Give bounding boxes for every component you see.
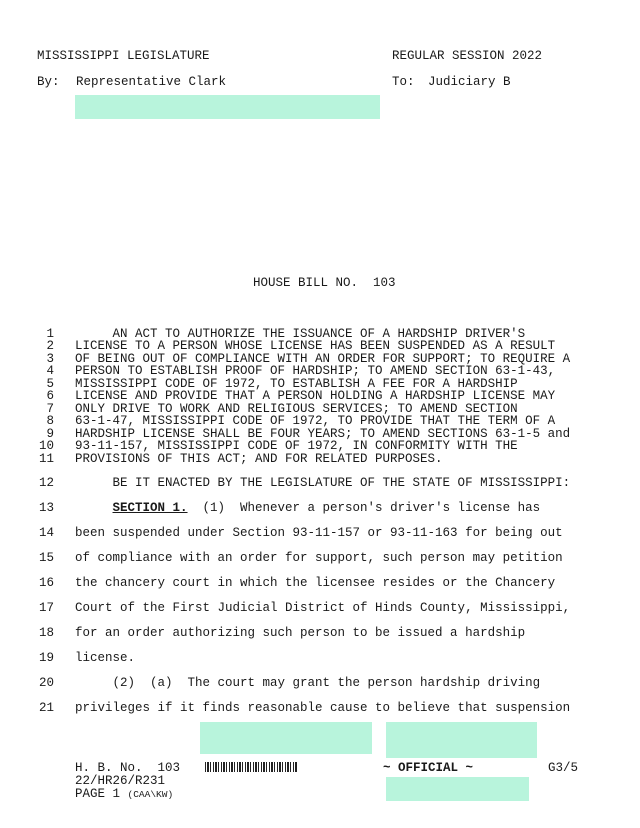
redaction-highlight-top	[75, 95, 380, 119]
line-number: 7	[46, 402, 54, 416]
legislature-name: MISSISSIPPI LEGISLATURE	[37, 49, 210, 63]
line-number: 5	[46, 377, 54, 391]
footer-page	[75, 788, 173, 801]
line-number: 6	[46, 389, 54, 403]
title-line: OF BEING OUT OF COMPLIANCE WITH AN ORDER FOR SUPPORT; TO REQUIRE A	[75, 352, 571, 366]
page-code: (CAA\KW)	[127, 789, 174, 800]
by-label: By:	[37, 75, 60, 89]
body-line: license.	[75, 651, 136, 665]
line-number: 10	[38, 439, 54, 453]
section-text: (1) Whenever a person's driver's license has	[187, 501, 541, 515]
redaction-highlight-footer-left	[200, 722, 372, 754]
section-heading: SECTION 1.	[112, 501, 188, 515]
line-number: 15	[38, 551, 54, 565]
title-line: PROVISIONS OF THIS ACT; AND FOR RELATED PURPOSES.	[75, 452, 443, 466]
body-line: the chancery court in which the licensee resides or the Chancery	[75, 576, 556, 590]
body-line: Court of the First Judicial District of Hinds County, Mississippi,	[75, 601, 571, 615]
line-number: 3	[46, 352, 54, 366]
line-number: 2	[46, 339, 54, 353]
bill-title: HOUSE BILL NO. 103	[253, 276, 396, 290]
line-number: 18	[38, 626, 54, 640]
line-number: 19	[38, 651, 54, 665]
title-line: AN ACT TO AUTHORIZE THE ISSUANCE OF A HARDSHIP DRIVER'S	[75, 327, 526, 341]
session-label: REGULAR SESSION 2022	[392, 49, 543, 63]
page-number: PAGE 1	[75, 787, 121, 801]
footer-code: G3/5	[548, 761, 579, 775]
line-number: 4	[46, 364, 54, 378]
body-line: privileges if it finds reasonable cause to believe that suspension	[75, 701, 571, 715]
title-line: 63-1-47, MISSISSIPPI CODE OF 1972, TO PROVIDE THAT THE TERM OF A	[75, 414, 556, 428]
body-line: of compliance with an order for support, such person may petition	[75, 551, 563, 565]
body-line: been suspended under Section 93-11-157 or 93-11-163 for being out	[75, 526, 563, 540]
line-number: 8	[46, 414, 54, 428]
line-number: 9	[46, 427, 54, 441]
line-number: 13	[38, 501, 54, 515]
title-line: LICENSE AND PROVIDE THAT A PERSON HOLDING A HARDSHIP LICENSE MAY	[75, 389, 556, 403]
barcode-image	[205, 762, 298, 772]
line-number: 20	[38, 676, 54, 690]
redaction-highlight-footer-bottom	[386, 777, 529, 801]
sponsor-name: Representative Clark	[76, 75, 227, 89]
section-line	[75, 501, 540, 515]
body-line: for an order authorizing such person to be issued a hardship	[75, 626, 526, 640]
enacting-clause: BE IT ENACTED BY THE LEGISLATURE OF THE STATE OF MISSISSIPPI:	[75, 476, 571, 490]
redaction-highlight-footer-right	[386, 722, 537, 758]
title-line: MISSISSIPPI CODE OF 1972, TO ESTABLISH A FEE FOR A HARDSHIP	[75, 377, 518, 391]
line-number: 16	[38, 576, 54, 590]
footer-doc-id: 22/HR26/R231	[75, 774, 166, 788]
body-line: (2) (a) The court may grant the person hardship driving	[75, 676, 541, 690]
title-line: LICENSE TO A PERSON WHOSE LICENSE HAS BEEN SUSPENDED AS A RESULT	[75, 339, 556, 353]
line-number: 14	[38, 526, 54, 540]
title-line: 93-11-157, MISSISSIPPI CODE OF 1972, IN CONFORMITY WITH THE	[75, 439, 518, 453]
line-number: 12	[38, 476, 54, 490]
title-line: ONLY DRIVE TO WORK AND RELIGIOUS SERVICES; TO AMEND SECTION	[75, 402, 518, 416]
to-label: To:	[392, 75, 415, 89]
footer-bill-ref: H. B. No. 103	[75, 761, 181, 775]
line-number: 17	[38, 601, 54, 615]
line-number: 1	[46, 327, 54, 341]
committee-name: Judiciary B	[428, 75, 511, 89]
line-number: 21	[38, 701, 54, 715]
line-number: 11	[38, 452, 54, 466]
title-line: PERSON TO ESTABLISH PROOF OF HARDSHIP; TO AMEND SECTION 63-1-43,	[75, 364, 556, 378]
official-label: ~ OFFICIAL ~	[383, 761, 474, 775]
title-line: HARDSHIP LICENSE SHALL BE FOUR YEARS; TO AMEND SECTIONS 63-1-5 and	[75, 427, 571, 441]
